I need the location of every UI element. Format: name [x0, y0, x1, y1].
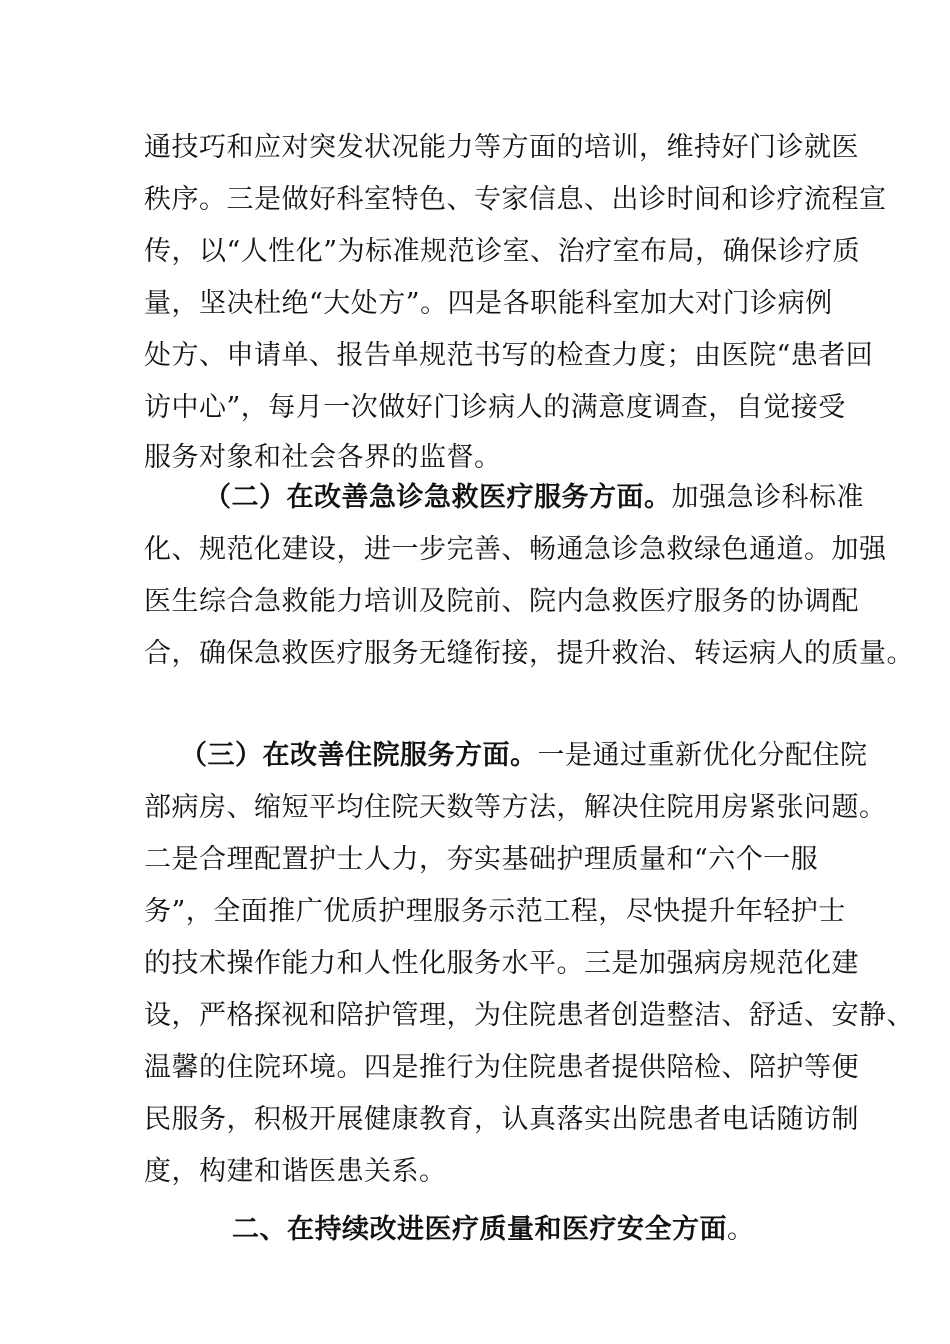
paragraph-line	[144, 788, 887, 828]
paragraph-line	[144, 336, 873, 376]
body-text: 量，坚决杜绝“大处方”。四是各职能科室加大对门诊病例	[144, 288, 833, 319]
body-text: 设，严格探视和陪护管理，为住院患者创造整洁、舒适、安静、	[144, 1000, 914, 1031]
body-text: 部病房、缩短平均住院天数等方法，解决住院用房紧张问题。	[144, 792, 887, 823]
paragraph-line	[144, 1100, 859, 1140]
bold-heading-text: （三）在改善住院服务方面。	[180, 740, 538, 771]
body-text: 一是通过重新优化分配住院	[537, 740, 868, 771]
paragraph-line	[232, 1210, 755, 1250]
paragraph-line	[144, 944, 859, 984]
paragraph-line	[144, 388, 846, 428]
body-text: 合，确保急救医疗服务无缝衔接，提升救治、转运病人的质量。	[144, 638, 914, 669]
paragraph-line	[144, 892, 846, 932]
body-text: 温馨的住院环境。四是推行为住院患者提供陪检、陪护等便	[144, 1052, 859, 1083]
body-text: 处方、申请单、报告单规范书写的检查力度；由医院“患者回	[144, 340, 874, 371]
body-text: 二是合理配置护士人力，夯实基础护理质量和“六个一服	[144, 844, 819, 875]
bold-heading-text: （二）在改善急诊急救医疗服务方面。	[204, 482, 672, 513]
paragraph-line	[144, 284, 833, 324]
body-text: 加强急诊科标准	[671, 482, 864, 513]
paragraph-line	[144, 582, 859, 622]
paragraph-line	[144, 996, 914, 1036]
paragraph-line	[204, 478, 864, 518]
paragraph-line	[144, 530, 887, 570]
paragraph-line	[180, 736, 868, 776]
body-text: 务”，全面推广优质护理服务示范工程，尽快提升年轻护士	[144, 896, 846, 927]
body-text: 化、规范化建设，进一步完善、畅通急诊急救绿色通道。加强	[144, 534, 887, 565]
body-text: 通技巧和应对突发状况能力等方面的培训，维持好门诊就医	[144, 132, 859, 163]
body-text: 。	[727, 1214, 755, 1245]
body-text: 度，构建和谐医患关系。	[144, 1156, 447, 1187]
body-text: 传，以“人性化”为标准规范诊室、治疗室布局，确保诊疗质	[144, 236, 861, 267]
bold-heading-text: 二、在持续改进医疗质量和医疗安全方面	[232, 1214, 727, 1245]
body-text: 访中心”，每月一次做好门诊病人的满意度调查，自觉接受	[144, 392, 846, 423]
body-text: 秩序。三是做好科室特色、专家信息、出诊时间和诊疗流程宣	[144, 184, 887, 215]
paragraph-line	[144, 232, 860, 272]
paragraph-line	[144, 1152, 447, 1192]
paragraph-line	[144, 128, 859, 168]
body-text: 服务对象和社会各界的监督。	[144, 442, 502, 473]
paragraph-line	[144, 180, 887, 220]
paragraph-line	[144, 438, 502, 478]
body-text: 的技术操作能力和人性化服务水平。三是加强病房规范化建	[144, 948, 859, 979]
paragraph-line	[144, 1048, 859, 1088]
body-text: 医生综合急救能力培训及院前、院内急救医疗服务的协调配	[144, 586, 859, 617]
paragraph-line	[144, 840, 818, 880]
body-text: 民服务，积极开展健康教育，认真落实出院患者电话随访制	[144, 1104, 859, 1135]
paragraph-line	[144, 634, 914, 674]
